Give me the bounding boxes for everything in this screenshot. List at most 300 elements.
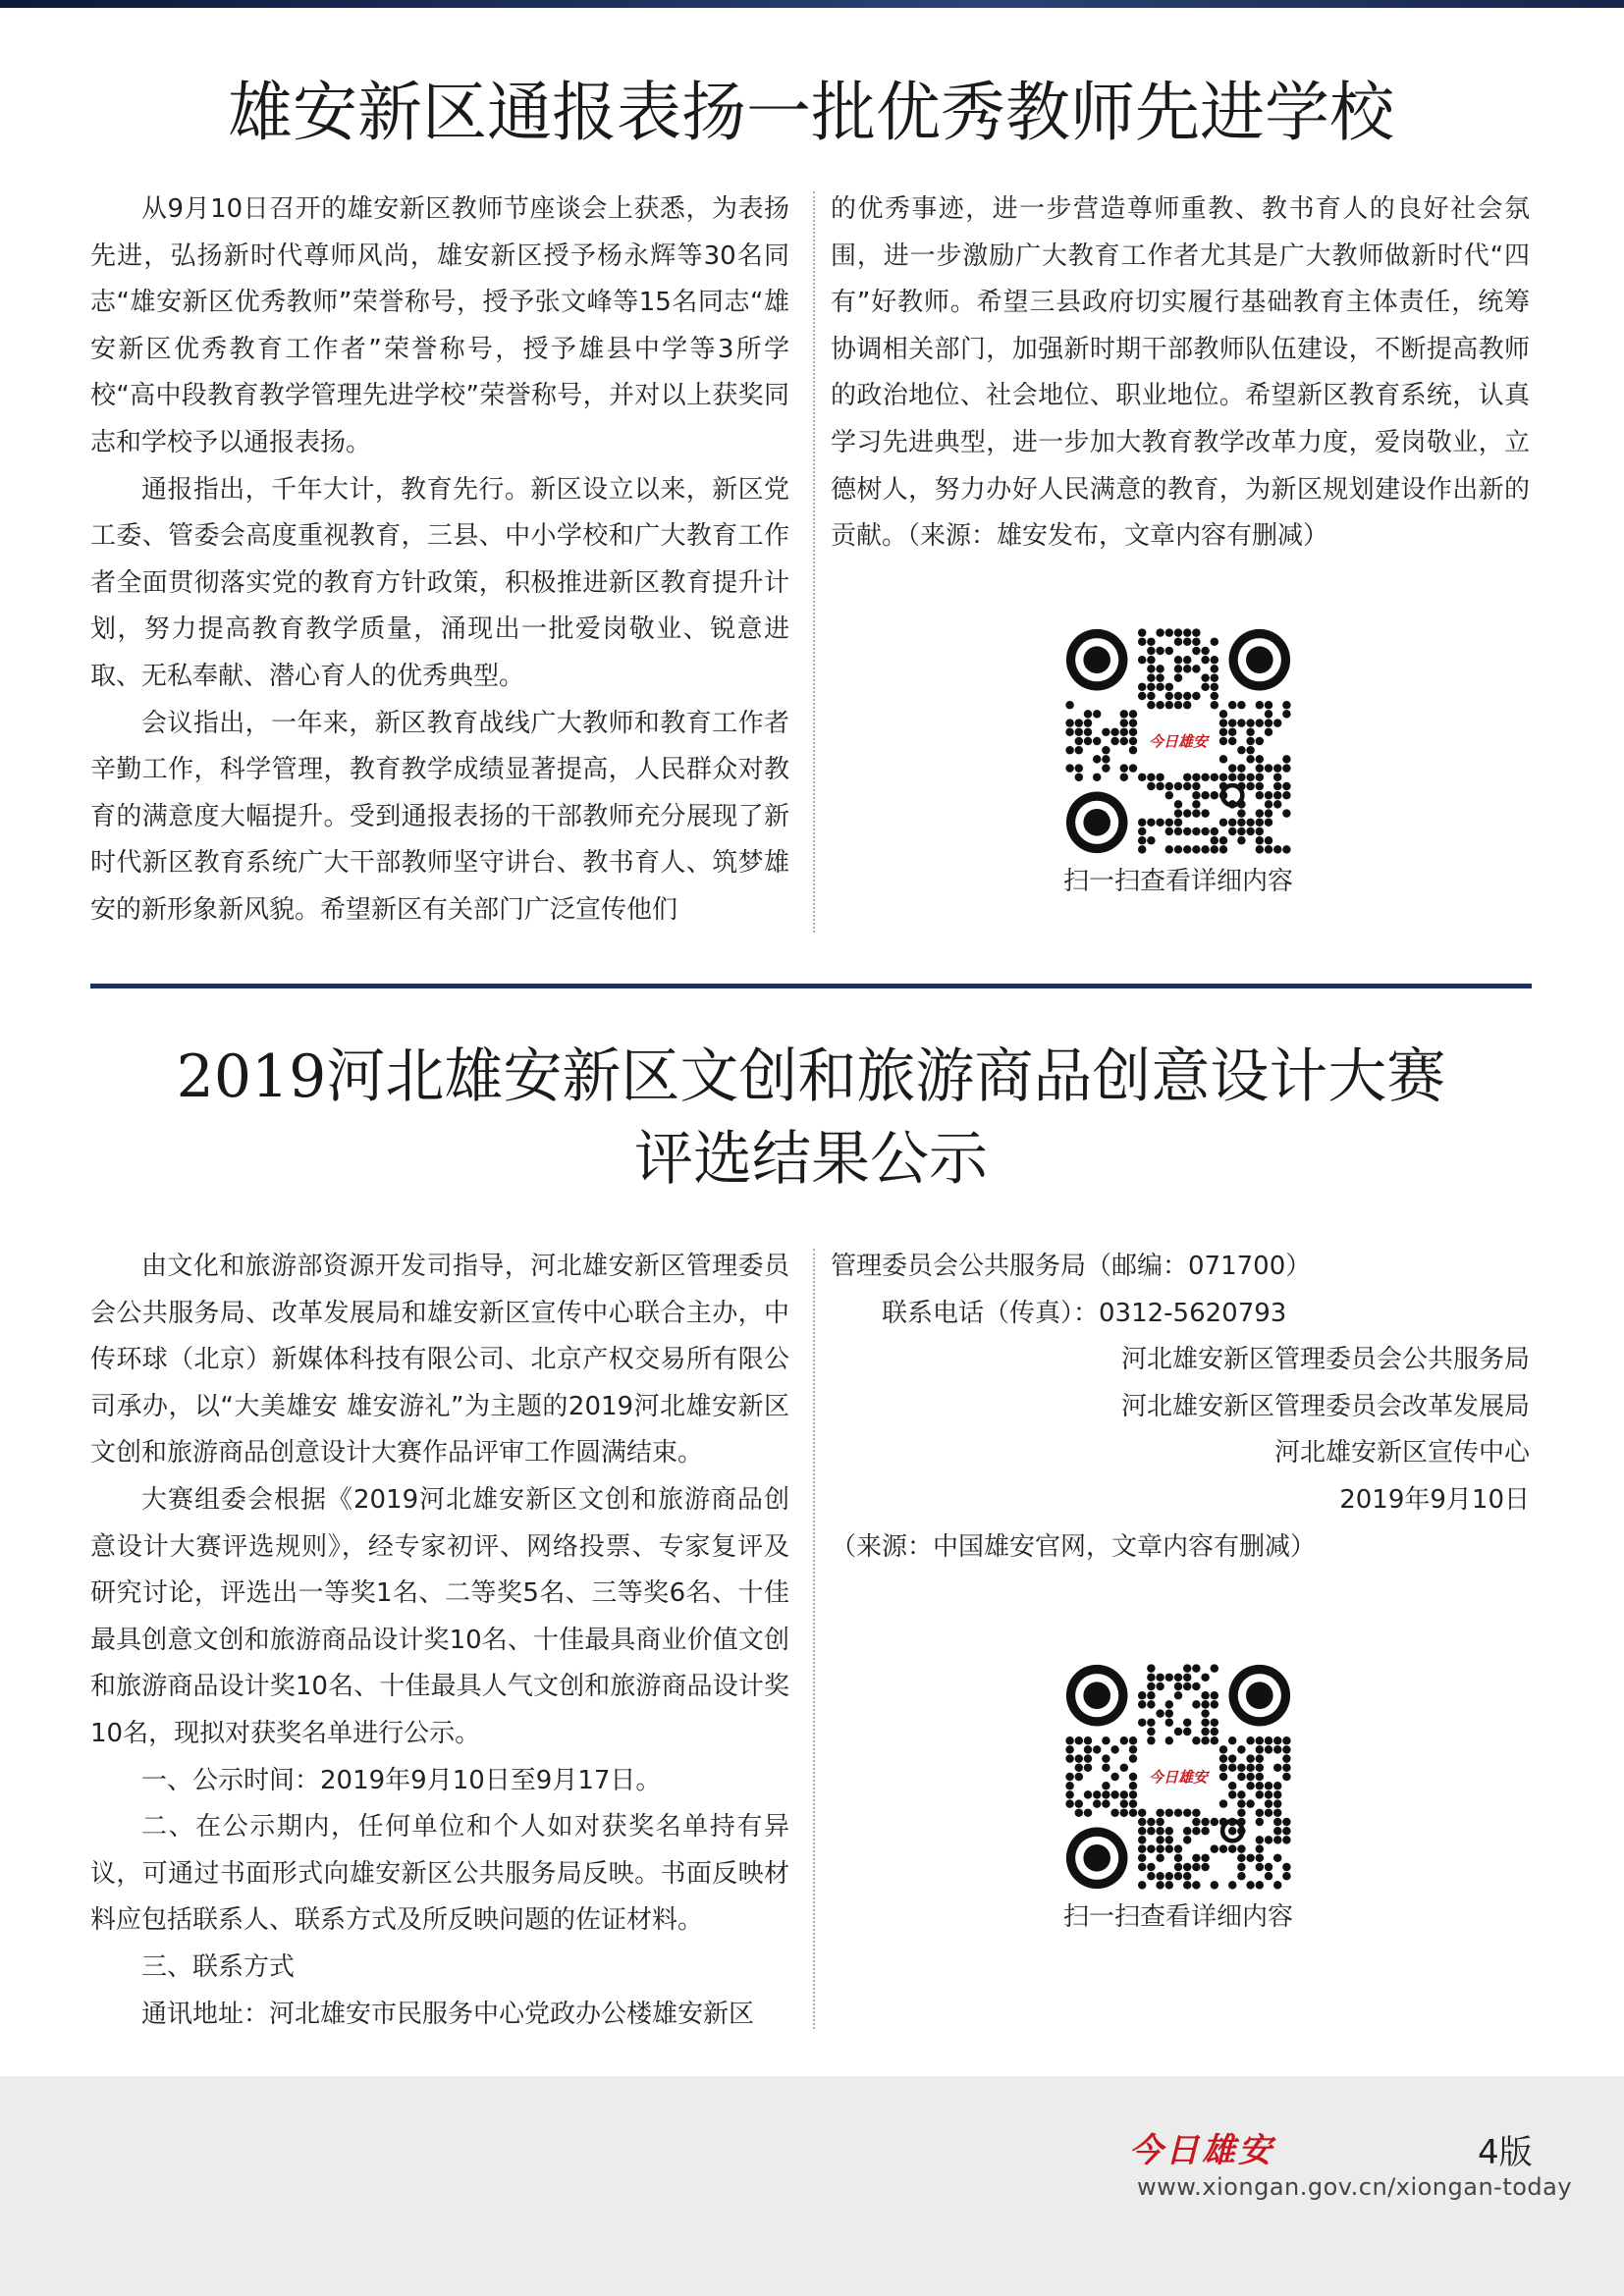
qr-dot [1219,836,1227,844]
qr-finder-ring [1246,1682,1273,1709]
qr-code-icon[interactable] [1065,1664,1291,1890]
qr-dot [1120,774,1128,781]
article2-paragraph: 一、公示时间：2019年9月10日至9月17日。 [141,1765,662,1795]
qr-dot [1282,782,1290,790]
article2-paragraph: 二、在公示期内，任何单位和个人如对获奖名单持有异议，可通过书面形式向雄安新区公共服务局反映。书面反映材料应包括联系人、联系方式及所反映问题的佐证材料。 [90,1812,789,1936]
qr-dot [1165,1674,1173,1682]
qr-dot [1273,791,1281,799]
qr-dot [1065,764,1073,772]
qr-dot [1211,791,1218,799]
qr-dot [1237,746,1245,754]
qr-dot [1156,1809,1164,1817]
qr-dot [1201,1709,1209,1717]
qr-dot [1256,819,1264,827]
qr-dot [1156,774,1164,781]
qr-dot [1084,1764,1092,1772]
qr-dot [1183,638,1191,646]
qr-dot [1211,1700,1218,1708]
qr-dot [1211,1881,1218,1889]
qr-dot [1228,701,1236,709]
qr-dot [1246,719,1254,726]
qr-dot [1273,774,1281,781]
qr-dot [1102,728,1110,736]
qr-dot [1246,1736,1254,1744]
qr-dot [1192,1809,1200,1817]
qr-dot [1084,737,1092,745]
article2-source: （来源：中国雄安官网，文章内容有删减） [831,1531,1317,1562]
qr-dot [1228,728,1236,736]
qr-dot [1282,1836,1290,1843]
qr-dot [1065,1782,1073,1789]
qr-dot [1102,1782,1110,1789]
qr-dot [1246,755,1254,763]
qr-dot [1156,1827,1164,1835]
qr-dot [1165,1700,1173,1708]
qr-dot [1219,755,1227,763]
top-header-bar [0,0,1624,8]
qr-dot [1147,1863,1155,1871]
qr-dot [1265,1863,1272,1871]
qr-dot [1084,1745,1092,1753]
qr-dot [1273,1745,1281,1753]
qr-dot [1256,791,1264,799]
qr-dot [1174,656,1182,664]
qr-dot [1246,782,1254,790]
qr-dot [1201,1719,1209,1727]
article1-title: 雄安新区通报表扬一批优秀教师先进学校 [228,75,1394,150]
qr-dot [1219,1754,1227,1762]
qr-dot [1192,791,1200,799]
qr-dot [1129,1754,1137,1762]
qr-dot [1156,628,1164,636]
qr-dot [1211,845,1218,853]
qr-code-icon[interactable] [1065,628,1291,854]
qr-dot [1174,819,1182,827]
qr-dot [1120,737,1128,745]
qr-dot [1256,1881,1264,1889]
qr-dot [1282,1818,1290,1826]
qr-dot [1174,638,1182,646]
qr-dot [1219,845,1227,853]
qr-dot [1282,710,1290,718]
qr-dot [1192,665,1200,672]
qr-dot [1174,1682,1182,1690]
qr-dot [1201,1728,1209,1735]
qr-dot [1201,1674,1209,1682]
qr-dot [1246,828,1254,835]
qr-dot [1110,737,1118,745]
qr-dot [1156,647,1164,655]
qr-dot [1192,800,1200,808]
qr-dot [1102,1799,1110,1807]
article1-left-column [90,187,789,934]
qr-dot [1156,782,1164,790]
qr-dot [1174,1809,1182,1817]
article2-title [90,1036,1532,1201]
qr-dot [1147,638,1155,646]
qr-dot [1120,1799,1128,1807]
qr-dot [1192,845,1200,853]
article1-paragraph: 通报指出，千年大计，教育先行。新区设立以来，新区党工委、管委会高度重视教育，三县、中小学校和广大教育工作者全面贯彻落实党的教育方针政策，积极推进新区教育提升计划，努力提高教育教学质量，涌现出一批爱岗敬业、锐意进取、无私奉献、潜心育人的优秀典型。 [90,474,789,691]
qr-dot [1165,1881,1173,1889]
qr-dot [1228,1736,1236,1744]
qr-dot [1256,1818,1264,1826]
qr-dot [1120,728,1128,736]
qr-dot [1246,1854,1254,1862]
article1-paragraph: 会议指出，一年来，新区教育战线广大教师和教育工作者辛勤工作，科学管理，教育教学成绩显著提高，人民群众对教育的满意度大幅提升。受到通报表扬的干部教师充分展现了新时代新区教育系统广大干部教师坚守讲台、教书育人、筑梦雄安的新形象新风貌。希望新区有关部门广泛宣传他们 [90,708,789,925]
qr-dot [1192,774,1200,781]
qr-dot [1147,665,1155,672]
qr-dot [1228,1790,1236,1798]
qr-dot [1192,1854,1200,1862]
qr-dot [1237,719,1245,726]
qr-dot [1201,1863,1209,1871]
qr-dot [1075,728,1083,736]
qr-dot [1265,710,1272,718]
qr-dot [1129,1773,1137,1781]
qr-dot [1246,728,1254,736]
qr-dot [1147,683,1155,691]
article1-qr-block [1011,628,1345,899]
qr-dot [1147,819,1155,827]
qr-dot [1102,1790,1110,1798]
qr-dot [1282,1764,1290,1772]
qr-dot [1228,1764,1236,1772]
qr-dot [1265,1799,1272,1807]
qr-dot [1256,1863,1264,1871]
qr-dot [1273,1764,1281,1772]
qr-dot [1265,1836,1272,1843]
qr-dot [1075,719,1083,726]
contact-phone: 联系电话（传真）：0312-5620793 [882,1298,1287,1328]
qr-dot [1192,1863,1200,1871]
qr-dot [1102,1764,1110,1772]
qr-dot [1174,828,1182,835]
qr-dot [1174,1854,1182,1862]
qr-dot [1138,774,1146,781]
qr-dot [1065,728,1073,736]
qr-dot [1138,1691,1146,1699]
qr-dot [1219,737,1227,745]
qr-dot [1256,836,1264,844]
qr-dot [1065,1799,1073,1807]
signature-line: 河北雄安新区管理委员会改革发展局 [1120,1391,1530,1421]
qr-dot [1075,1799,1083,1807]
qr-dot [1219,1799,1227,1807]
qr-dot [1084,1809,1092,1817]
qr-dot [1110,728,1118,736]
qr-dot [1093,710,1101,718]
qr-dot [1174,628,1182,636]
qr-dot [1129,1790,1137,1798]
qr-dot [1065,1754,1073,1762]
qr-dot [1246,1782,1254,1789]
qr-dot [1201,1700,1209,1708]
qr-dot [1256,719,1264,726]
qr-dot [1183,1881,1191,1889]
article1-paragraph-continued: 的优秀事迹，进一步营造尊师重教、教书育人的良好社会氛围，进一步激励广大教育工作者尤其是广大教师做新时代“四有”好教师。希望三县政府切实履行基础教育主体责任，统筹协调相关部门，加强新时期干部教师队伍建设，不断提高教师的政治地位、社会地位、职业地位。希望新区教育系统，认真学习先进典型，进一步加大教育教学改革力度，爱岗敬业，立德树人，努力办好人民满意的教育，为新区规划建设作出新的贡献。（来源：雄安发布，文章内容有删减） [831,194,1530,552]
qr-dot [1246,774,1254,781]
qr-dot [1211,665,1218,672]
qr-dot [1174,1872,1182,1880]
qr-finder-ring [1083,646,1110,673]
qr-dot [1237,1854,1245,1862]
qr-dot [1282,764,1290,772]
qr-dot [1256,1809,1264,1817]
qr-dot [1147,1844,1155,1852]
qr-dot [1219,710,1227,718]
qr-dot [1192,1664,1200,1672]
qr-dot [1237,809,1245,817]
qr-dot [1065,746,1073,754]
qr-dot [1165,647,1173,655]
qr-dot [1174,1844,1182,1852]
qr-dot [1282,1863,1290,1871]
qr-dot [1138,628,1146,636]
qr-dot [1273,1881,1281,1889]
qr-dot [1256,1844,1264,1852]
qr-dot [1256,1764,1264,1772]
qr-dot [1228,1844,1236,1852]
qr-dot [1265,1790,1272,1798]
qr-dot [1219,774,1227,781]
article1-paragraph: 从9月10日召开的雄安新区教师节座谈会上获悉，为表扬先进，弘扬新时代尊师风尚，雄安新区授予杨永辉等30名同志“雄安新区优秀教师”荣誉称号，授予张文峰等15名同志“雄安新区优秀教育工作者”荣誉称号，授予雄县中学等3所学校“高中段教育教学管理先进学校”荣誉称号，并对以上获奖同志和学校予以通报表扬。 [90,194,789,457]
qr-dot [1265,728,1272,736]
qr-dot [1192,1700,1200,1708]
qr-dot [1075,737,1083,745]
qr-dot [1211,1664,1218,1672]
qr-dot [1129,746,1137,754]
qr-dot [1183,1872,1191,1880]
qr-dot [1075,764,1083,772]
qr-dot [1147,1682,1155,1690]
qr-dot [1147,1872,1155,1880]
qr-dot [1129,1809,1137,1817]
qr-dot [1282,809,1290,817]
qr-dot [1246,819,1254,827]
qr-dot [1147,692,1155,700]
qr-dot [1147,647,1155,655]
qr-dot [1138,638,1146,646]
qr-dot [1084,1790,1092,1798]
qr-dot [1084,1736,1092,1744]
qr-dot [1282,1745,1290,1753]
qr-dot [1246,1881,1254,1889]
qr-dot [1129,737,1137,745]
qr-dot [1211,673,1218,681]
qr-dot [1273,1818,1281,1826]
qr-dot [1273,764,1281,772]
qr-dot [1147,1674,1155,1682]
qr-dot [1282,845,1290,853]
qr-dot [1138,1854,1146,1862]
qr-dot [1256,845,1264,853]
qr-dot [1192,628,1200,636]
qr-dot [1228,764,1236,772]
qr-dot [1237,1790,1245,1798]
qr-dot [1192,1736,1200,1744]
qr-dot [1183,1836,1191,1843]
article2-right-column [831,1244,1530,1571]
qr-dot [1201,809,1209,817]
qr-dot [1183,1719,1191,1727]
qr-dot [1183,701,1191,709]
qr-dot [1256,828,1264,835]
qr-dot [1138,1827,1146,1835]
qr-dot [1075,774,1083,781]
qr-dot [1147,1664,1155,1672]
qr-dot [1201,656,1209,664]
qr-dot [1246,746,1254,754]
qr-dot [1165,1827,1173,1835]
qr-dot [1273,1736,1281,1744]
qr-dot [1282,701,1290,709]
qr-dot [1147,774,1155,781]
qr-dot [1211,828,1218,835]
qr-dot [1093,1745,1101,1753]
article2-left-column [90,1244,789,2038]
qr-dot [1237,1844,1245,1852]
qr-dot [1093,755,1101,763]
qr-dot [1147,1818,1155,1826]
qr-dot [1165,828,1173,835]
qr-dot [1273,845,1281,853]
qr-dot [1065,1790,1073,1798]
qr-dot [1265,836,1272,844]
qr-dot [1147,782,1155,790]
qr-dot [1265,1782,1272,1789]
qr-dot [1138,1818,1146,1826]
qr-dot [1265,1872,1272,1880]
qr-dot [1273,782,1281,790]
qr-dot [1147,1700,1155,1708]
qr-finder-ring [1083,809,1110,836]
qr-dot [1165,1719,1173,1727]
qr-dot [1183,782,1191,790]
qr-dot [1075,1773,1083,1781]
qr-dot [1228,774,1236,781]
footer-url-link[interactable]: www.xiongan.gov.cn/xiongan-today [1137,2173,1573,2201]
article2-paragraph: 通讯地址：河北雄安市民服务中心党政办公楼雄安新区 [141,1999,755,2029]
qr-dot [1273,800,1281,808]
qr-dot [1138,1844,1146,1852]
article2-paragraph: 大赛组委会根据《2019河北雄安新区文创和旅游商品创意设计大赛评选规则》，经专家初评、网络投票、专家复评及研究讨论，评选出一等奖1名、二等奖5名、三等奖6名、十佳最具创意文创和旅游商品设计奖10名、十佳最具商业价值文创和旅游商品设计奖10名、十佳最具人气文创和旅游商品设计奖10名，现拟对获奖名单进行公示。 [90,1484,789,1748]
qr-dot [1138,1700,1146,1708]
qr-dot [1192,809,1200,817]
qr-dot [1265,1809,1272,1817]
qr-dot [1228,828,1236,835]
qr-dot [1282,791,1290,799]
section-divider [90,984,1532,988]
qr-dot [1256,1745,1264,1753]
qr-dot [1256,1782,1264,1789]
qr-dot [1165,701,1173,709]
qr-dot [1211,692,1218,700]
contact-address-continued: 管理委员会公共服务局（邮编：071700） [831,1252,1312,1281]
qr-dot [1138,1809,1146,1817]
qr-dot [1138,845,1146,853]
qr-dot [1156,1844,1164,1852]
qr-dot [1102,1736,1110,1744]
qr-dot [1192,1818,1200,1826]
qr-dot [1282,1827,1290,1835]
qr-dot [1237,836,1245,844]
signature-line: 河北雄安新区宣传中心 [1273,1438,1530,1468]
qr-dot [1282,1773,1290,1781]
qr-dot [1273,719,1281,726]
qr-dot [1183,1863,1191,1871]
qr-dot [1138,656,1146,664]
qr-dot [1147,1691,1155,1699]
qr-dot [1084,728,1092,736]
qr-dot [1183,665,1191,672]
qr-dot [1192,647,1200,655]
qr-dot [1147,701,1155,709]
qr-dot [1265,819,1272,827]
qr-dot [1165,683,1173,691]
qr-dot [1165,1736,1173,1744]
qr-dot [1237,701,1245,709]
qr-dot [1102,1754,1110,1762]
qr-dot [1237,764,1245,772]
qr-dot [1129,1745,1137,1753]
qr-dot [1120,1736,1128,1744]
qr-dot [1183,1809,1191,1817]
qr-dot [1147,656,1155,664]
qr-dot [1183,1827,1191,1835]
qr-dot [1075,1736,1083,1744]
qr-dot [1201,774,1209,781]
qr-dot [1273,1809,1281,1817]
qr-dot [1256,737,1264,745]
qr-dot [1156,673,1164,681]
qr-dot [1256,755,1264,763]
qr-dot [1273,1836,1281,1843]
qr-dot [1156,1682,1164,1690]
qr-dot [1183,1664,1191,1672]
qr-finder-ring [1083,1844,1110,1872]
qr-dot [1165,1872,1173,1880]
qr-dot [1138,1881,1146,1889]
qr-dot [1138,692,1146,700]
qr-dot [1174,701,1182,709]
qr-dot [1120,1790,1128,1798]
qr-dot [1237,1764,1245,1772]
qr-dot [1228,1827,1236,1835]
qr-dot [1129,1799,1137,1807]
qr-dot [1174,1728,1182,1735]
qr-dot [1228,819,1236,827]
qr-dot [1273,1790,1281,1798]
qr-dot [1156,1674,1164,1682]
qr-dot [1110,1809,1118,1817]
qr-dot [1201,683,1209,691]
qr-dot [1156,683,1164,691]
qr-dot [1174,1691,1182,1699]
qr-dot [1174,782,1182,790]
qr-dot [1256,1836,1264,1843]
qr-dot [1219,719,1227,726]
qr-dot [1201,1854,1209,1862]
qr-dot [1192,1682,1200,1690]
qr-dot [1183,828,1191,835]
qr-dot [1273,1799,1281,1807]
qr-dot [1192,1827,1200,1835]
qr-dot [1237,1809,1245,1817]
qr-dot [1256,701,1264,709]
article2-title-line: 评选结果公示 [634,1125,988,1194]
qr-dot [1282,1872,1290,1880]
